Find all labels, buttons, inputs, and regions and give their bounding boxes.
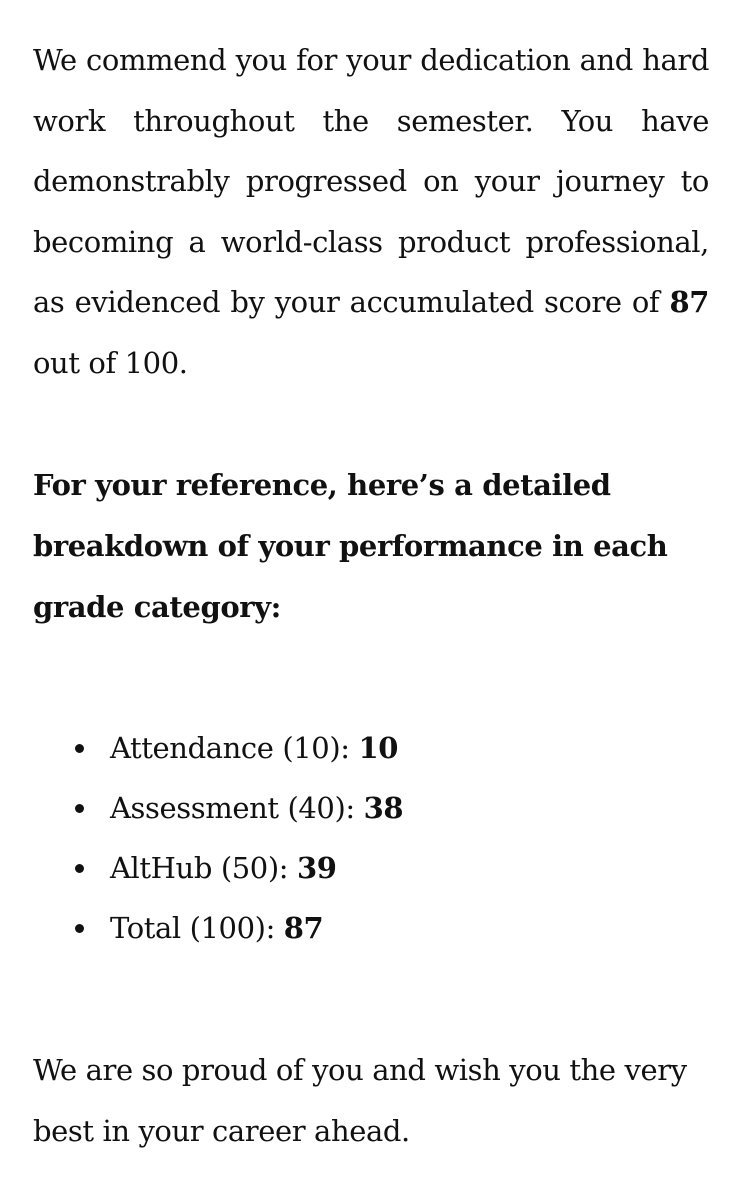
grade-value: 10 (358, 731, 399, 765)
grade-item-attendance (33, 718, 709, 778)
grade-value: 87 (283, 911, 324, 945)
bullet-icon (75, 924, 84, 933)
grade-breakdown-list (33, 718, 709, 958)
intro-text: We commend you for your dedication and hard work throughout the semester. You have demonstrably progressed on your journey to becoming a world-class product professional, as evidenced by your accumulated score of (33, 43, 709, 319)
grade-label: AltHub (50): (110, 851, 297, 885)
bullet-icon (75, 744, 84, 753)
grade-label: Attendance (10): (110, 731, 359, 765)
grade-value: 38 (363, 791, 404, 825)
grade-label: Total (100): (110, 911, 284, 945)
grade-item-althub (33, 838, 709, 898)
intro-text-end: out of 100. (33, 345, 188, 380)
intro-paragraph (33, 30, 709, 393)
bullet-icon (75, 864, 84, 873)
grade-item-assessment (33, 778, 709, 838)
closing-paragraph: We are so proud of you and wish you the very best in your career ahead. (33, 1053, 687, 1148)
breakdown-heading: For your reference, here’s a detailed breakdown of your performance in each grade category: (33, 468, 668, 624)
grade-value: 39 (296, 851, 337, 885)
accumulated-score: 87 (669, 285, 709, 319)
bullet-icon (75, 804, 84, 813)
grade-item-total (33, 898, 709, 958)
grade-label: Assessment (40): (110, 791, 364, 825)
